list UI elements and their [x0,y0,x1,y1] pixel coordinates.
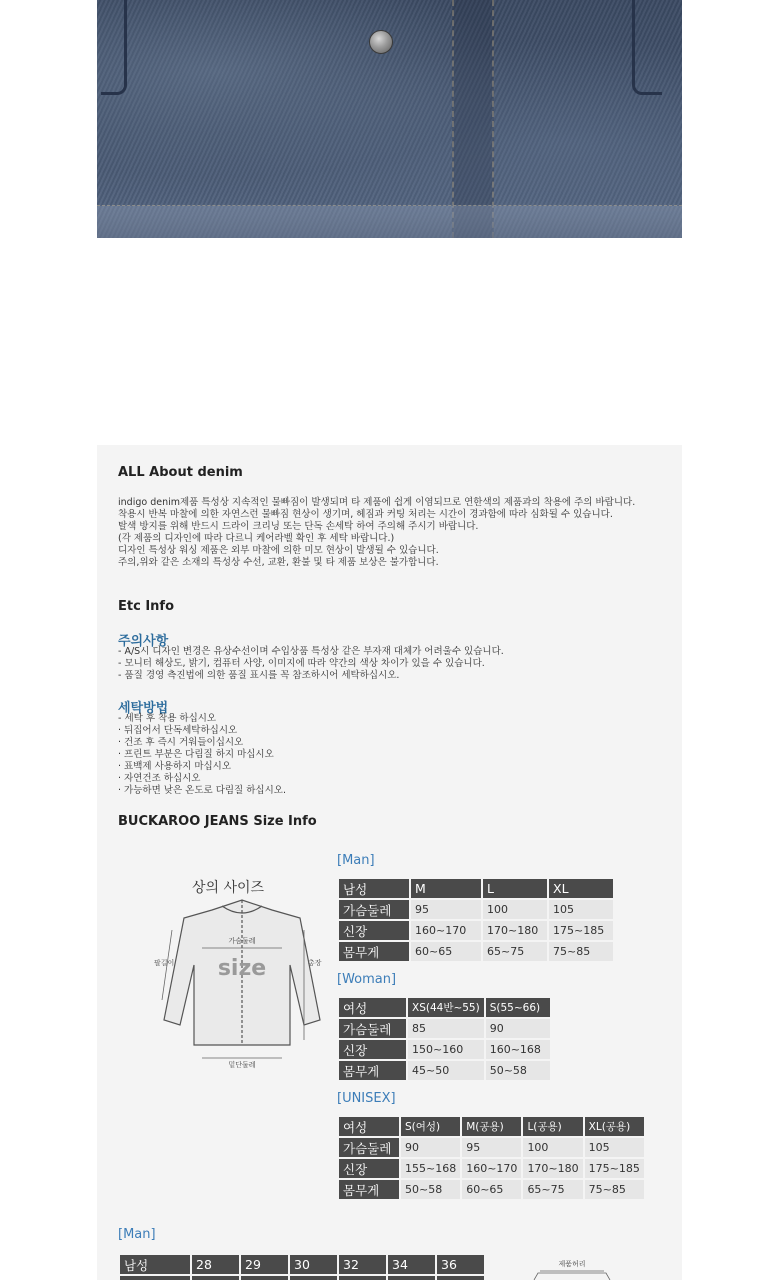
caution-heading: 주의사항 [118,634,169,649]
header-cell: 30 [290,1255,337,1274]
header-cell: 34 [388,1255,435,1274]
table-row [120,1276,484,1280]
header-cell: S(55~66) [486,998,550,1017]
washing-line: · 가능하면 낮은 온도로 다림질 하십시오. [118,785,286,796]
unisex-table-caption: [UNISEX] [337,1091,396,1106]
about-line: (각 제품의 디자인에 따라 다르니 케어라벨 확인 후 세탁 바랍니다.) [118,533,395,544]
hem-label: 밑단둘레 [228,1061,256,1069]
header-cell: XL [549,879,613,898]
table-row [339,1040,550,1059]
row-label: 신장 [339,1159,399,1178]
table-cell: 175~185 [549,921,613,940]
table-row [339,921,613,940]
man-pants-table-caption: [Man] [118,1227,156,1242]
size-info-title: BUCKAROO JEANS Size Info [118,814,317,829]
man-pants-size-table [118,1253,486,1280]
about-line: 주의,위와 같은 소재의 특성상 수선, 교환, 환불 및 타 제품 보상은 불가합니다. [118,557,439,568]
total-length-label: 총장 [308,959,322,967]
caution-line: - 품질 경영 측진법에 의한 품질 표시를 꼭 참조하시어 세탁하십시오. [118,670,400,681]
table-cell: 160~168 [486,1040,550,1059]
header-cell: L(공용) [523,1117,582,1136]
table-cell: 60~65 [411,942,481,961]
table-cell: 170~180 [523,1159,582,1178]
table-row [339,1180,644,1199]
table-cell: 170~180 [483,921,547,940]
man-table-caption: [Man] [337,853,375,868]
table-cell: 160~170 [411,921,481,940]
caution-line: - A/S시 디자인 변경은 유상수선이며 수입상품 특성상 같은 부자재 대체가 어려울수 있습니다. [118,646,504,657]
washing-line: · 표백제 사용하지 마십시오 [118,761,232,772]
washing-list [118,713,286,797]
row-label: 가슴둘레 [339,900,409,919]
waist-label: 제품허리 [558,1260,586,1268]
table-cell: 150~160 [408,1040,484,1059]
header-cell: 남성 [339,879,409,898]
woman-size-table [337,996,552,1082]
jacket-size-diagram [142,870,342,1070]
left-pocket [101,0,127,95]
table-cell [388,1276,435,1280]
unisex-size-table [337,1115,646,1201]
row-label: 몸무게 [339,1180,399,1199]
table-cell: 105 [549,900,613,919]
product-info-panel [97,445,682,1280]
table-header-row [339,1117,644,1136]
man-size-table [337,877,615,963]
table-row [339,942,613,961]
header-cell: 여성 [339,1117,399,1136]
table-cell: 155~168 [401,1159,460,1178]
table-cell [290,1276,337,1280]
table-cell: 90 [486,1019,550,1038]
header-cell: M(공용) [462,1117,521,1136]
table-header-row [339,998,550,1017]
top-size-diagram-title: 상의 사이즈 [192,880,265,896]
about-denim-title: ALL About denim [118,465,243,480]
chest-label: 가슴둘레 [228,937,256,945]
row-label: 신장 [339,1040,406,1059]
table-cell: 85 [408,1019,484,1038]
right-pocket [632,0,662,95]
about-line: indigo denim제품 특성상 지속적인 물빠짐이 발생되며 타 제품에 쉽게 이염되므로 연한색의 제품과의 착용에 주의 바랍니다. [118,497,636,508]
table-cell: 95 [462,1138,521,1157]
table-cell: 100 [523,1138,582,1157]
table-cell [192,1276,239,1280]
snap-button [369,30,393,54]
about-denim-text [118,497,678,569]
table-cell: 50~58 [486,1061,550,1080]
header-cell: XL(공용) [585,1117,644,1136]
header-cell: 여성 [339,998,406,1017]
product-photo [97,0,682,238]
table-header-row [120,1255,484,1274]
table-header-row [339,879,613,898]
etc-info-title: Etc Info [118,599,175,614]
about-line: 디자인 특성상 워싱 제품은 외부 마찰에 의한 미모 현상이 발생될 수 있습니다. [118,545,439,556]
header-cell: 남성 [120,1255,190,1274]
washing-line: · 자연건조 하십시오 [118,773,201,784]
header-cell: M [411,879,481,898]
pants-waist-diagram [522,1257,612,1280]
row-label [120,1276,190,1280]
washing-line: · 프린트 부분은 다림질 하지 마십시오 [118,749,274,760]
table-cell [241,1276,288,1280]
header-cell: XS(44반~55) [408,998,484,1017]
about-line: 탈색 방지를 위해 반드시 드라이 크리닝 또는 단독 손세탁 하여 주의해 주시기 바랍니다. [118,521,479,532]
table-cell: 75~85 [585,1180,644,1199]
table-cell: 100 [483,900,547,919]
about-line: 착용시 반복 마찰에 의한 자연스런 물빠짐 현상이 생기며, 헤짐과 커팅 처리는 시간이 경과함에 따라 심화될 수 있습니다. [118,509,613,520]
table-cell: 75~85 [549,942,613,961]
row-label: 몸무게 [339,942,409,961]
caution-list [118,646,504,682]
row-label: 몸무게 [339,1061,406,1080]
caution-line: - 모니터 해상도, 밝기, 컴퓨터 사양, 이미지에 따라 약간의 색상 차이가 있을 수 있습니다. [118,658,485,669]
washing-line: · 건조 후 즉시 거워들이십시오 [118,737,244,748]
row-label: 가슴둘레 [339,1019,406,1038]
washing-heading: 세탁방법 [118,701,169,716]
row-label: 가슴둘레 [339,1138,399,1157]
table-cell: 175~185 [585,1159,644,1178]
table-cell: 65~75 [483,942,547,961]
washing-line: · 뒤집어서 단독세탁하십시오 [118,725,238,736]
table-cell: 65~75 [523,1180,582,1199]
table-cell: 90 [401,1138,460,1157]
table-cell: 60~65 [462,1180,521,1199]
washing-line: - 세탁 후 착용 하십시오 [118,713,217,724]
table-row [339,1061,550,1080]
table-row [339,1159,644,1178]
table-cell: 105 [585,1138,644,1157]
woman-table-caption: [Woman] [337,972,397,987]
header-cell: 29 [241,1255,288,1274]
header-cell: L [483,879,547,898]
header-cell: 28 [192,1255,239,1274]
header-cell: 32 [339,1255,386,1274]
row-label: 신장 [339,921,409,940]
table-cell: 95 [411,900,481,919]
table-cell: 160~170 [462,1159,521,1178]
placket-seam [452,0,494,238]
table-row [339,900,613,919]
table-row [339,1019,550,1038]
header-cell: 36 [437,1255,484,1274]
table-cell: 50~58 [401,1180,460,1199]
arm-length-label: 팔길이 [154,959,175,967]
table-cell [339,1276,386,1280]
table-cell [437,1276,484,1280]
jacket-hem [97,205,682,238]
table-row [339,1138,644,1157]
header-cell: S(여성) [401,1117,460,1136]
size-word: size [217,956,267,981]
table-cell: 45~50 [408,1061,484,1080]
